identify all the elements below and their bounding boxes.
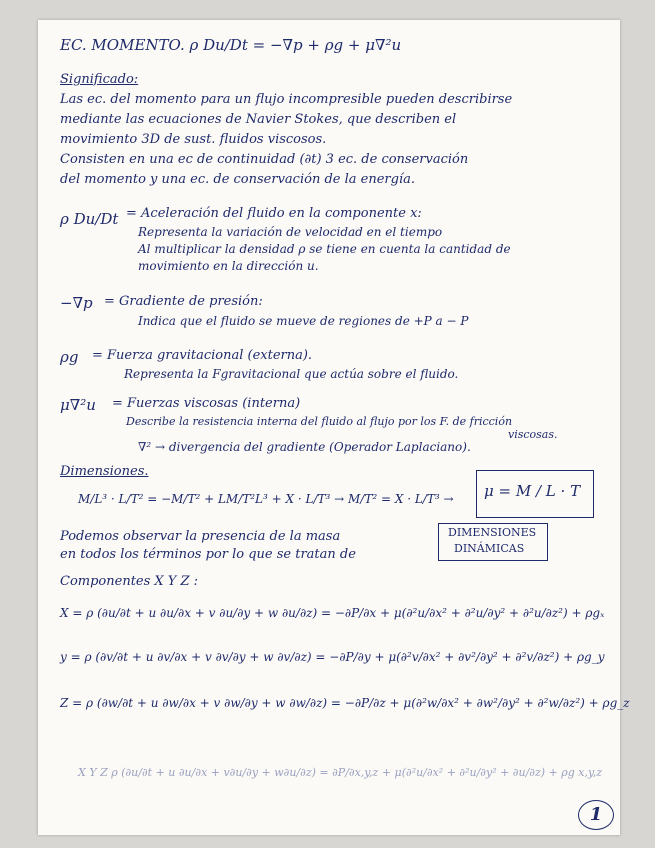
para-1-line: Consisten en una ec de continuidad (∂t) 3 ec. de conservación	[60, 152, 469, 167]
para-1-line: mediante las ecuaciones de Navier Stokes, que describen el	[60, 112, 457, 127]
equation-z: Z = ρ (∂w/∂t + u ∂w/∂x + v ∂w/∂y + w ∂w/∂z) = −∂P/∂z + μ(∂²w/∂x² + ∂w²/∂y² + ∂²w/∂z²) + ρg_z	[60, 696, 630, 710]
equation-y: y = ρ (∂v/∂t + u ∂v/∂x + v ∂v/∂y + w ∂v/∂z) = −∂P/∂y + μ(∂²v/∂x² + ∂v²/∂y² + ∂²v/∂z²) + ρg_y	[60, 650, 605, 664]
dimension-equation: M/L³ · L/T² = −M/T² + LM/T²L³ + X · L/T³ → M/T² = X · L/T³ →	[78, 492, 454, 506]
term-4-line: Describe la resistencia interna del fluido al flujo por los F. de fricción	[126, 415, 513, 428]
boxed-label: DINÁMICAS	[454, 542, 525, 555]
para-1-line: Las ec. del momento para un flujo incompresible pueden describirse	[60, 92, 513, 107]
notebook-page	[38, 20, 630, 835]
bleed-through-text: X Y Z ρ (∂u/∂t + u ∂u/∂x + v∂u/∂y + w∂u/∂z) = ∂P/∂x,y,z + μ(∂²u/∂x² + ∂²u/∂y² + ∂u/∂z) + ρg x,y,z	[78, 766, 603, 779]
boxed-label: DIMENSIONES	[448, 526, 537, 539]
term-4-symbol: μ∇²u	[60, 396, 96, 414]
term-1-line: movimiento en la dirección u.	[138, 259, 319, 273]
term-1-line: Al multiplicar la densidad ρ se tiene en cuenta la cantidad de	[138, 242, 511, 256]
term-4-line: ∇² → divergencia del gradiente (Operador Laplaciano).	[138, 440, 471, 454]
para-1-line: del momento y una ec. de conservación de la energía.	[60, 172, 415, 187]
observe-line: Podemos observar la presencia de la masa	[60, 529, 341, 544]
term-2-symbol: −∇p	[60, 294, 93, 312]
heading-componentes: Componentes X Y Z :	[60, 574, 199, 589]
observe-line: en todos los términos por lo que se tratan de	[60, 547, 356, 562]
term-1-line: = Aceleración del fluido en la componente x:	[126, 206, 422, 221]
term-1-symbol: ρ Du/Dt	[60, 210, 119, 228]
heading-significado: Significado:	[60, 72, 139, 87]
heading-dimensiones: Dimensiones.	[60, 464, 149, 479]
term-4-line: = Fuerzas viscosas (interna)	[112, 396, 301, 411]
term-2-line: = Gradiente de presión:	[104, 294, 263, 309]
term-1-line: Representa la variación de velocidad en el tiempo	[138, 225, 443, 239]
title-line: EC. MOMENTO. ρ Du/Dt = −∇p + ρg + μ∇²u	[60, 36, 402, 54]
term-2-line: Indica que el fluido se mueve de regiones de +P a − P	[138, 314, 469, 328]
dimension-result: μ = M / L · T	[484, 482, 581, 500]
equation-x: X = ρ (∂u/∂t + u ∂u/∂x + v ∂u/∂y + w ∂u/∂z) = −∂P/∂x + μ(∂²u/∂x² + ∂²u/∂y² + ∂²u/∂z²) + ρgₓ	[60, 606, 605, 620]
para-1-line: movimiento 3D de sust. fluidos viscosos.	[60, 132, 327, 147]
page-number: 1	[578, 800, 614, 830]
term-3-line: Representa la Fgravitacional que actúa sobre el fluido.	[124, 367, 459, 381]
term-3-symbol: ρg	[60, 348, 79, 366]
term-4-line: viscosas.	[508, 428, 558, 441]
term-3-line: = Fuerza gravitacional (externa).	[92, 348, 313, 363]
